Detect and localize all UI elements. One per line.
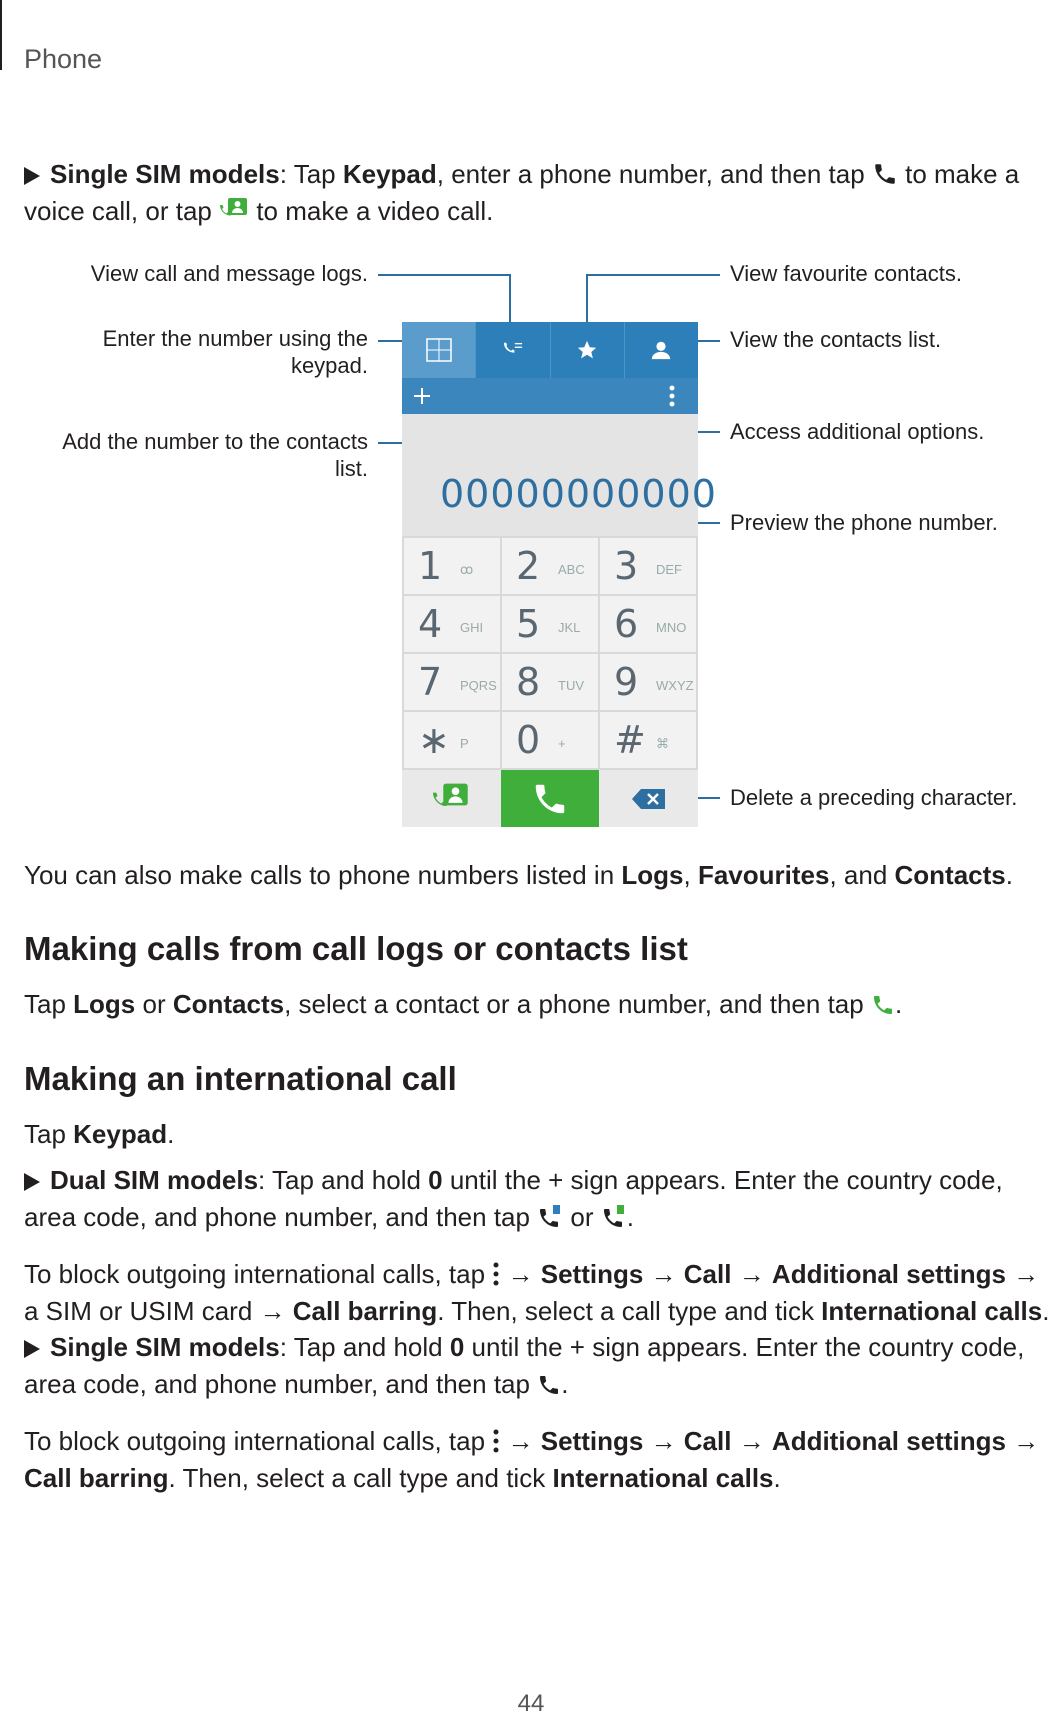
key-letters: ꝏ xyxy=(460,562,474,577)
key-letters: ABC xyxy=(558,562,585,577)
zero-key-label: 0 xyxy=(449,1332,465,1362)
text: . Then, select a call type and tick xyxy=(437,1296,822,1326)
key-digit: 4 xyxy=(418,602,443,646)
text: to make a voice call, or tap xyxy=(24,159,1020,226)
phone-dialer-screenshot xyxy=(402,322,717,827)
block-paragraph-2 xyxy=(24,1423,1054,1497)
key-letters: MNO xyxy=(656,620,687,635)
lead-label: Single SIM models xyxy=(50,1332,280,1362)
video-call-button[interactable] xyxy=(402,770,501,827)
video-call-icon xyxy=(430,781,472,817)
heading-international: Making an international call xyxy=(24,1060,457,1097)
callout-add: Add the number to the contacts list. xyxy=(62,429,368,481)
key-letters: P xyxy=(460,736,469,751)
settings-label: Settings xyxy=(540,1259,644,1289)
text: . xyxy=(561,1369,569,1399)
international-calls-label: International calls xyxy=(552,1463,774,1493)
key-9[interactable] xyxy=(600,654,696,710)
text: . xyxy=(1005,860,1013,890)
additional-settings-label: Additional settings xyxy=(771,1426,1006,1456)
text: until the + sign appears. Enter the country code, area code, and phone number, and then tap xyxy=(24,1165,1003,1232)
contacts-label: Contacts xyxy=(172,989,285,1019)
text: a SIM or USIM card xyxy=(24,1296,260,1326)
leader-line xyxy=(378,274,510,276)
zero-key-label: 0 xyxy=(428,1165,443,1195)
callout-keypad: Enter the number using the keypad. xyxy=(102,326,368,378)
call-label: Call xyxy=(683,1426,732,1456)
arrow: → xyxy=(259,1296,293,1326)
key-letters: PQRS xyxy=(460,678,497,693)
arrow: → xyxy=(500,1259,541,1289)
key-3[interactable] xyxy=(600,538,696,594)
text: . xyxy=(626,1202,634,1232)
dialer-actions xyxy=(402,770,698,827)
keypad-grid xyxy=(404,538,696,768)
key-digit: 7 xyxy=(418,660,443,704)
settings-label: Settings xyxy=(540,1426,644,1456)
bullet-triangle-icon xyxy=(24,1173,40,1191)
tap-keypad-paragraph xyxy=(24,1116,1054,1153)
text: or xyxy=(563,1202,601,1232)
key-digit: 5 xyxy=(516,602,541,646)
leader-line xyxy=(586,274,588,322)
arrow: → xyxy=(1005,1426,1040,1456)
callout-favourites: View favourite contacts. xyxy=(730,261,962,286)
key-5[interactable] xyxy=(502,596,598,652)
lead-label: Single SIM models xyxy=(50,159,280,189)
key-8[interactable] xyxy=(502,654,598,710)
phone-icon xyxy=(537,1373,561,1397)
text: Tap xyxy=(24,1119,74,1149)
star-icon xyxy=(576,339,598,361)
sim1-call-icon xyxy=(537,1204,563,1230)
logs-icon xyxy=(502,340,524,360)
key-1[interactable] xyxy=(404,538,500,594)
phone-icon xyxy=(531,780,569,818)
logs-label: Logs xyxy=(73,989,136,1019)
text: until the + sign appears. Enter the country code, area code, and phone number, and then tap xyxy=(24,1332,1025,1399)
key-4[interactable] xyxy=(404,596,500,652)
section-name: Phone xyxy=(24,44,103,74)
lead-label: Dual SIM models xyxy=(50,1165,259,1195)
header-rule xyxy=(0,0,2,70)
key-7[interactable] xyxy=(404,654,500,710)
logs-label: Logs xyxy=(621,860,684,890)
page-number: 44 xyxy=(517,1690,545,1717)
bullet-triangle-icon xyxy=(24,1340,40,1358)
leader-line xyxy=(509,274,511,322)
additional-settings-label: Additional settings xyxy=(771,1259,1006,1289)
block-paragraph-1 xyxy=(24,1256,1054,1330)
arrow: → xyxy=(1005,1259,1040,1289)
key-digit: 1 xyxy=(418,544,443,588)
tab-contacts[interactable] xyxy=(625,322,698,378)
bullet-triangle-icon xyxy=(24,167,40,185)
key-letters: ⌘ xyxy=(656,736,669,751)
arrow: → xyxy=(500,1426,541,1456)
key-digit: 6 xyxy=(614,602,639,646)
arrow: → xyxy=(731,1259,772,1289)
arrow: → xyxy=(643,1426,684,1456)
text: To block outgoing international calls, tap xyxy=(24,1259,493,1289)
text: to make a video call. xyxy=(249,196,494,226)
dialer-tabs xyxy=(402,322,698,378)
call-barring-label: Call barring xyxy=(292,1296,438,1326)
key-hash[interactable] xyxy=(600,712,696,768)
text: To block outgoing international calls, tap xyxy=(24,1426,493,1456)
voice-call-icon xyxy=(872,161,898,187)
number-display xyxy=(402,414,717,536)
key-letters: WXYZ xyxy=(656,678,694,693)
key-digit: 3 xyxy=(614,544,639,588)
key-letters: TUV xyxy=(558,678,584,693)
backspace-icon xyxy=(631,788,667,810)
phone-number: 00000000000 xyxy=(440,472,717,516)
tab-favourites[interactable] xyxy=(551,322,625,378)
keypad-icon xyxy=(426,338,452,362)
call-label: Call xyxy=(683,1259,732,1289)
dual-sim-paragraph xyxy=(24,1162,1054,1236)
text: , enter a phone number, and then tap xyxy=(436,159,872,189)
text: or xyxy=(135,989,173,1019)
logs-paragraph xyxy=(24,986,1054,1023)
callout-delete: Delete a preceding character. xyxy=(730,785,1018,810)
leader-line xyxy=(586,274,720,276)
delete-button[interactable] xyxy=(599,770,698,827)
call-button[interactable] xyxy=(501,770,600,827)
action-bar xyxy=(402,378,698,414)
contacts-label: Contacts xyxy=(894,860,1006,890)
callout-logs: View call and message logs. xyxy=(90,261,368,286)
text: : Tap and hold xyxy=(258,1165,429,1195)
key-digit: # xyxy=(614,718,646,762)
text: Tap xyxy=(24,989,74,1019)
keypad-label: Keypad xyxy=(342,159,437,189)
tab-logs[interactable] xyxy=(476,322,550,378)
callout-contacts: View the contacts list. xyxy=(730,327,942,352)
arrow: → xyxy=(643,1259,684,1289)
add-icon[interactable] xyxy=(412,386,432,406)
call-barring-label: Call barring xyxy=(24,1463,169,1493)
international-calls-label: International calls xyxy=(821,1296,1043,1326)
text: : Tap xyxy=(279,159,343,189)
favourites-label: Favourites xyxy=(697,860,830,890)
text: , select a contact or a phone number, and then tap xyxy=(284,989,871,1019)
video-call-icon xyxy=(219,196,249,224)
single-sim-paragraph xyxy=(24,1329,1054,1403)
key-0[interactable] xyxy=(502,712,598,768)
more-options-icon[interactable] xyxy=(668,384,676,408)
key-letters: JKL xyxy=(558,620,581,635)
callout-options: Access additional options. xyxy=(730,419,985,444)
also-paragraph xyxy=(24,857,1054,894)
callout-preview: Preview the phone number. xyxy=(730,510,998,535)
text: . xyxy=(167,1119,175,1149)
key-6[interactable] xyxy=(600,596,696,652)
key-letters: + xyxy=(558,736,566,751)
text: . xyxy=(1042,1296,1050,1326)
sim2-call-icon xyxy=(601,1204,627,1230)
text: . xyxy=(894,989,903,1019)
heading-call-logs: Making calls from call logs or contacts list xyxy=(24,930,688,967)
green-phone-icon xyxy=(871,993,895,1017)
key-star[interactable] xyxy=(404,712,500,768)
key-letters: DEF xyxy=(656,562,682,577)
key-digit: 9 xyxy=(614,660,639,704)
keypad-label: Keypad xyxy=(73,1119,168,1149)
key-2[interactable] xyxy=(502,538,598,594)
text: , xyxy=(683,860,698,890)
text: : Tap and hold xyxy=(279,1332,450,1362)
key-digit: ∗ xyxy=(418,718,450,762)
key-digit: 2 xyxy=(516,544,541,588)
text: . Then, select a call type and tick xyxy=(168,1463,553,1493)
text: You can also make calls to phone numbers listed in xyxy=(24,860,622,890)
contact-icon xyxy=(650,339,672,361)
intro-paragraph xyxy=(24,156,1054,230)
key-digit: 0 xyxy=(516,718,541,762)
text: , and xyxy=(829,860,895,890)
key-letters: GHI xyxy=(460,620,484,635)
key-digit: 8 xyxy=(516,660,541,704)
arrow: → xyxy=(731,1426,772,1456)
tab-keypad[interactable] xyxy=(402,322,476,378)
text: . xyxy=(773,1463,781,1493)
